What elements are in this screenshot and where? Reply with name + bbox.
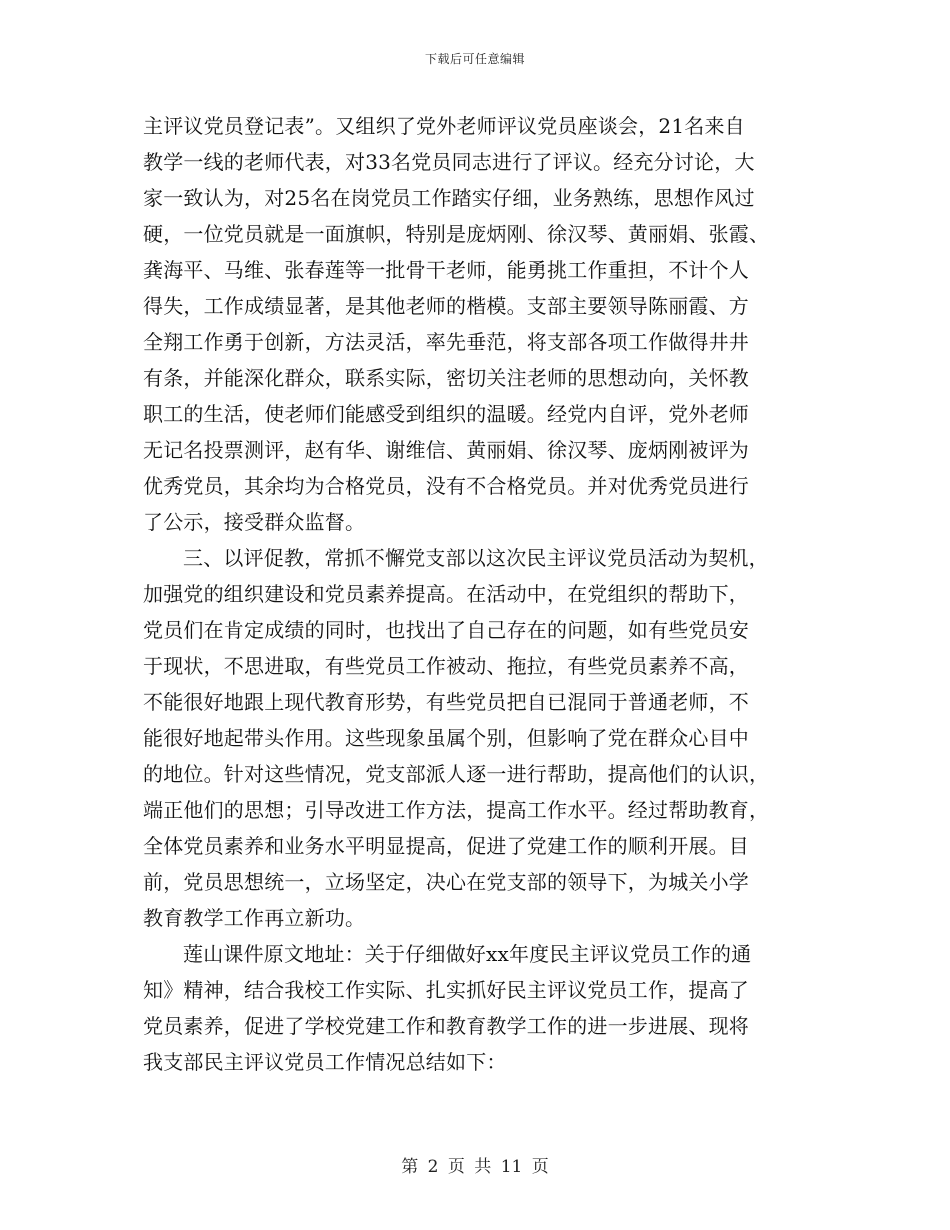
text-line: 了公示，接受群众监督。 [143, 510, 366, 534]
text-line: 有条，并能深化群众，联系实际，密切关注老师的思想动向，关怀教 [143, 366, 749, 390]
text-line: 我支部民主评议党员工作情况总结如下： [143, 1050, 507, 1074]
text-line: 的地位。针对这些情况，党支部派人逐一进行帮助，提高他们的认识， [143, 762, 770, 786]
text-line: 龚海平、马维、张春莲等一批骨干老师，能勇挑工作重担，不计个人 [143, 258, 749, 282]
text-line: 能很好地起带头作用。这些现象虽属个别，但影响了党在群众心目中 [143, 726, 749, 750]
text-line: 教学一线的老师代表，对33名党员同志进行了评议。经充分讨论，大 [143, 150, 755, 174]
text-line: 知》精神，结合我校工作实际、扎实抓好民主评议党员工作，提高了 [143, 978, 749, 1002]
document-body [143, 108, 813, 1080]
text-line: 全翔工作勇于创新，方法灵活，率先垂范，将支部各项工作做得井井 [143, 330, 749, 354]
text-line: 全体党员素养和业务水平明显提高，促进了党建工作的顺利开展。目 [143, 834, 749, 858]
text-line: 得失，工作成绩显著，是其他老师的楷模。支部主要领导陈丽霞、方 [143, 294, 749, 318]
text-line: 无记名投票测评，赵有华、谢维信、黄丽娟、徐汉琴、庞炳刚被评为 [143, 438, 749, 462]
text-line: 党员素养，促进了学校党建工作和教育教学工作的进一步进展、现将 [143, 1014, 749, 1038]
text-line: 加强党的组织建设和党员素养提高。在活动中，在党组织的帮助下， [143, 582, 749, 606]
page-number-footer: 第 2 页 共 11 页 [401, 1157, 549, 1177]
text-line: 家一致认为，对25名在岗党员工作踏实仔细，业务熟练，思想作风过 [143, 186, 755, 210]
paragraph-start-line: 三、以评促教，常抓不懈党支部以这次民主评议党员活动为契机， [183, 546, 769, 570]
text-line: 硬，一位党员就是一面旗帜，特别是庞炳刚、徐汉琴、黄丽娟、张霞、 [143, 222, 770, 246]
text-line: 优秀党员，其余均为合格党员，没有不合格党员。并对优秀党员进行 [143, 474, 749, 498]
text-line: 端正他们的思想；引导改进工作方法，提高工作水平。经过帮助教育， [143, 798, 770, 822]
paragraph-start-line: 莲山课件原文地址：关于仔细做好xx年度民主评议党员工作的通 [183, 942, 752, 966]
text-line: 不能很好地跟上现代教育形势，有些党员把自已混同于普通老师，不 [143, 690, 749, 714]
text-line: 前，党员思想统一，立场坚定，决心在党支部的领导下，为城关小学 [143, 870, 749, 894]
text-line: 职工的生活，使老师们能感受到组织的温暖。经党内自评，党外老师 [143, 402, 749, 426]
text-line: 主评议党员登记表”。又组织了党外老师评议党员座谈会，21名来自 [143, 114, 745, 138]
text-line: 党员们在肯定成绩的同时，也找出了自己存在的问题，如有些党员安 [143, 618, 749, 642]
text-line: 于现状，不思进取，有些党员工作被动、拖拉，有些党员素养不高， [143, 654, 749, 678]
page-header: 下载后可任意编辑 [424, 52, 525, 66]
text-line: 教育教学工作再立新功。 [143, 906, 366, 930]
